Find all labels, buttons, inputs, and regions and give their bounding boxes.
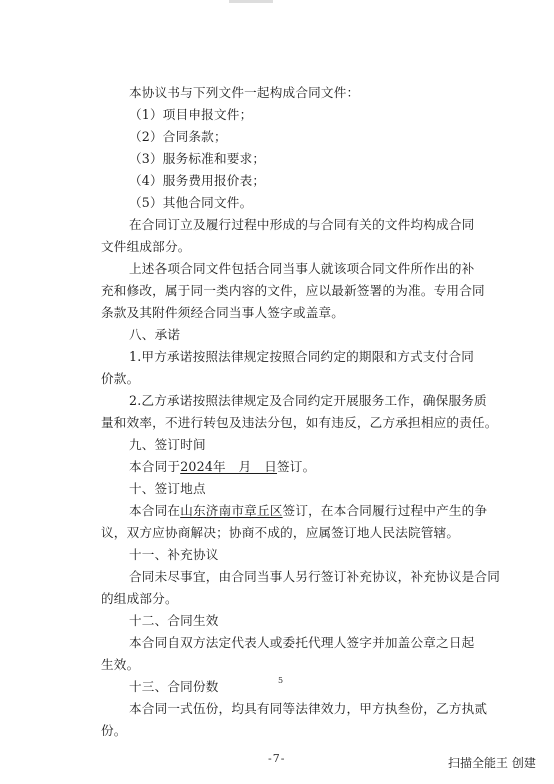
paragraph-line: 本合同一式伍份，均具有同等法律效力，甲方执叁份，乙方执贰 <box>129 701 488 716</box>
intro-line: 本协议书与下列文件一起构成合同文件： <box>129 85 360 100</box>
sign-place-suffix: 签订，在本合同履行过程中产生的争 <box>282 503 488 518</box>
paragraph-line: 议，双方应协商解决；协商不成的，应属签订地人民法院管辖。 <box>101 525 460 540</box>
paragraph-line: 价款。 <box>101 371 140 386</box>
list-item-3: （3）服务标准和要求； <box>129 151 266 166</box>
sign-date-line <box>129 458 315 475</box>
page-number: -7- <box>268 752 286 765</box>
section-heading: 十三、合同份数 <box>129 679 219 694</box>
paragraph-line: 1.甲方承诺按照法律规定按照合同约定的期限和方式支付合同 <box>129 349 475 364</box>
paragraph-line: 2.乙方承诺按照法律规定及合同约定开展服务工作，确保服务质 <box>129 393 487 408</box>
paragraph-line: 充和修改，属于同一类内容的文件，应以最新签署的为准。专用合同 <box>101 283 485 298</box>
sign-date-value: 2024年 月 日 <box>180 459 278 474</box>
paragraph-line: 在合同订立及履行过程中形成的与合同有关的文件均构成合同 <box>129 217 475 232</box>
paragraph-line: 的组成部分。 <box>101 591 178 606</box>
paragraph-line: 本合同自双方法定代表人或委托代理人签字并加盖公章之日起 <box>129 635 475 650</box>
sign-date-prefix: 本合同于 <box>129 459 181 474</box>
paragraph-line: 量和效率，不进行转包及违法分包，如有违反，乙方承担相应的责任。 <box>101 415 498 430</box>
list-item-4: （4）服务费用报价表； <box>129 173 266 188</box>
section-heading: 八、承诺 <box>129 327 181 342</box>
paragraph-line: 份。 <box>101 723 127 738</box>
sign-place-line <box>129 502 488 519</box>
section-heading: 十一、补充协议 <box>129 547 219 562</box>
sign-place-value: 山东济南市章丘区 <box>180 503 283 518</box>
paragraph-line: 文件组成部分。 <box>101 239 191 254</box>
paragraph-line: 上述各项合同文件包括合同当事人就该项合同文件所作出的补 <box>129 261 475 276</box>
page-mark-small: 5 <box>278 676 284 685</box>
scanner-watermark: 扫描全能王 创建 <box>448 756 536 770</box>
paragraph-line: 条款及其附件须经合同当事人签字或盖章。 <box>101 305 345 320</box>
paragraph-line: 生效。 <box>101 657 140 672</box>
section-heading: 十、签订地点 <box>129 481 206 496</box>
scan-edge-mark <box>229 0 273 3</box>
list-item-5: （5）其他合同文件。 <box>129 195 253 210</box>
section-heading: 十二、合同生效 <box>129 613 219 628</box>
sign-date-suffix: 签订。 <box>277 459 316 474</box>
section-heading: 九、签订时间 <box>129 437 206 452</box>
paragraph-line: 合同未尽事宜，由合同当事人另行签订补充协议，补充协议是合同 <box>129 569 501 584</box>
list-item-2: （2）合同条款； <box>129 129 227 144</box>
list-item-1: （1）项目申报文件； <box>129 107 253 122</box>
sign-place-prefix: 本合同在 <box>129 503 181 518</box>
